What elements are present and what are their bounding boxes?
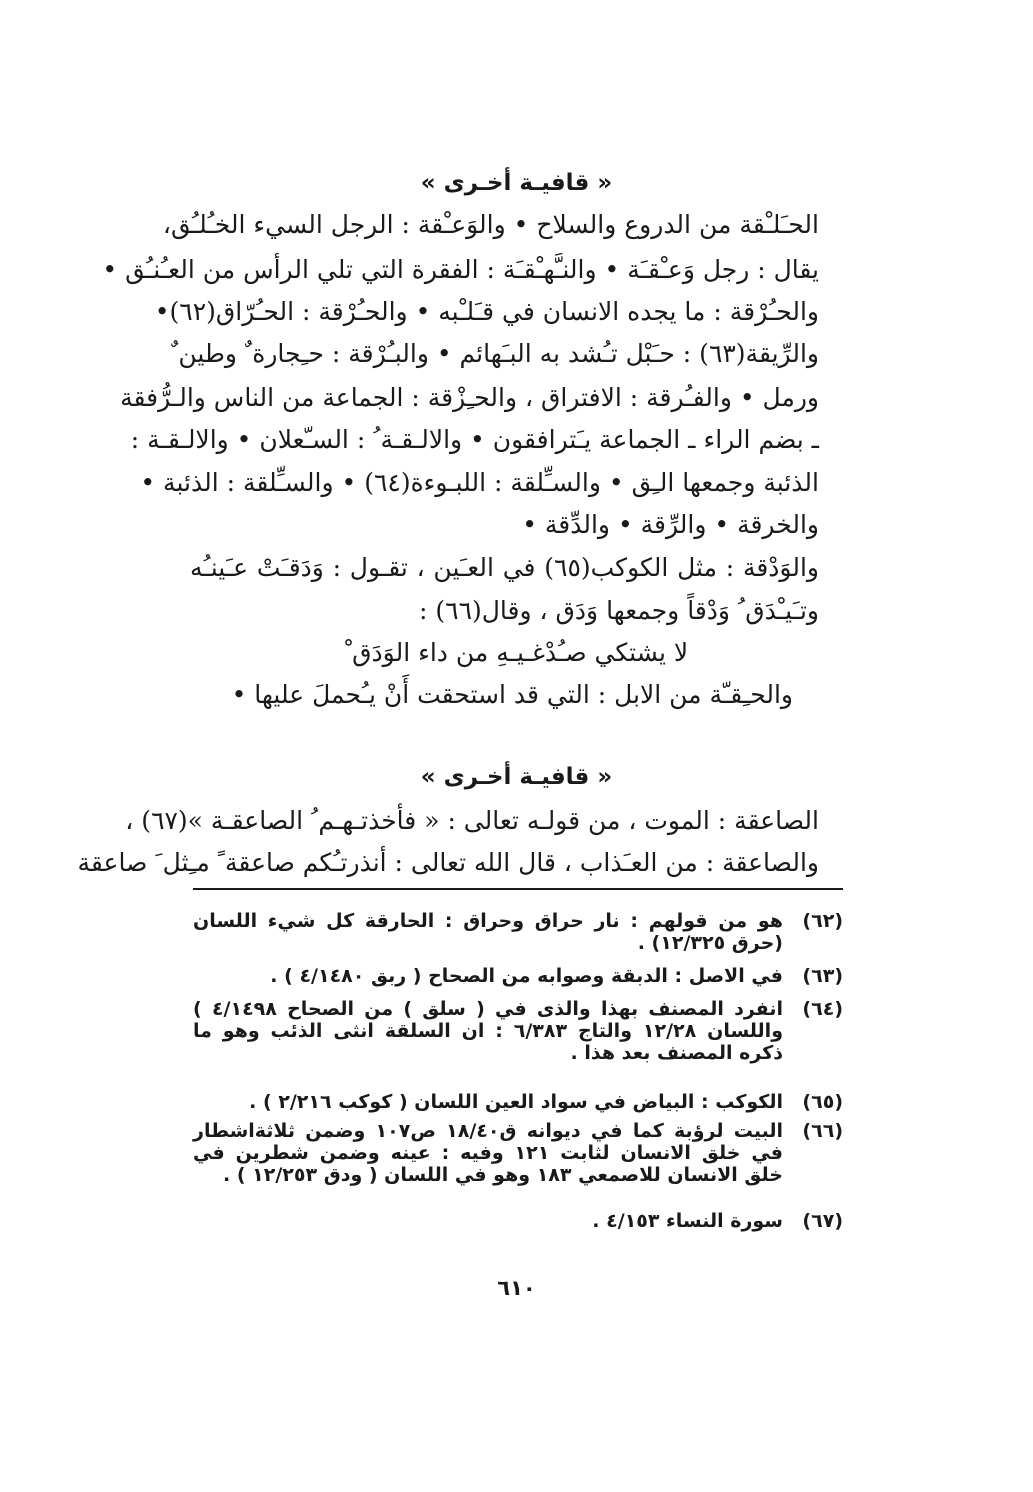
- footnote: [193, 1210, 843, 1234]
- text-line: والخرقة • والرِّقة • والدِّقة •: [522, 510, 819, 539]
- text-line: الحـَلـْقة من الدروع والسلاح • والوَعـْقة : الرجل السيء الخـُلـُق،: [162, 210, 819, 239]
- text-line: والرِّيقة(٦٣) : حـَبْل تـُشد به البـَهائم • والبـُرْقة : حـِجارة ٌ وطين ٌ: [171, 339, 819, 368]
- section-heading: « قافيـة أخـرى »: [420, 170, 613, 196]
- text-line: الصاعقة : الموت ، من قولـه تعالى : « فأخذتـهـم ُ الصاعقـة »(٦٧) ،: [125, 806, 819, 835]
- text-line: وتـَيـْدَق ُ وَدْقاً وجمعها وَدَق ، وقال(٦٦) :: [419, 596, 819, 625]
- footnote-text: سورة النساء ٤/١٥٣ .: [592, 1210, 783, 1232]
- footnote-number: (٦٢): [802, 910, 843, 932]
- footnote-text: انفرد المصنف بهذا والذى في ( سلق ) من الصحاح ٤/١٤٩٨ ) واللسان ١٢/٢٨ والتاج ٦/٣٨٣ : ان السلقة انثى الذئب وهو ما ذكره المصنف بعد هذا .: [193, 998, 784, 1064]
- footnote-divider: [193, 888, 843, 890]
- footnote-text: البيت لرؤبة كما في ديوانه ق١٨/٤٠ ص١٠٧ وضمن ثلاثةاشطار في خلق الانسان لثابت ١٢١ وفيه : عينه وضمن شطرين في خلق الانسان للاصمعي ١٨٣ وهو في اللسان ( ودق ١٢/٢٥٣ ) .: [193, 1120, 783, 1186]
- footnote: [193, 1091, 843, 1115]
- text-line: ـ بضم الراء ـ الجماعة يـَترافقون • والالـقـة ُ : السـّعلان • والالـقـة :: [130, 425, 819, 454]
- text-line: يقال : رجل وَعـْقـَة • والنـَّهـْقـَة : الفقرة التي تلي الرأس من العـُنـُق •: [102, 255, 819, 284]
- text-line: الذئبة وجمعها الـِق • والسـِّلقة : اللبـوءة(٦٤) • والسـِّلقة : الذئبة •: [140, 468, 819, 497]
- footnote: [193, 998, 843, 1084]
- page-number: ٦١٠: [497, 1276, 536, 1300]
- footnote-number: (٦٥): [802, 1091, 843, 1113]
- footnote-number: (٦٧): [802, 1210, 843, 1232]
- footnote-text: الكوكب : البياض في سواد العين اللسان ( كوكب ٢/٢١٦ ) .: [249, 1091, 783, 1113]
- text-line: ورمل • والفـُرقة : الافتراق ، والحـِزْقة : الجماعة من الناس والـرُّفقة: [120, 383, 819, 412]
- footnote-text: هو من قولهم : نار حراق وحراق : الحارقة كل شيء اللسان (حرق ١٢/٣٢٥) .: [193, 910, 783, 954]
- text-line: والحـُرْقة : ما يجده الانسان في قـَلـْبه • والحـُرْقة : الحـُرّاق(٦٢)•: [154, 297, 819, 326]
- poetry-verse: لا يشتكي صـُدْغـيـهِ من داء الوَدَق ْ: [344, 638, 689, 667]
- text-line: والحـِقـّة من الابل : التي قد استحقت أَنْ يـُحملَ عليها •: [231, 680, 793, 709]
- text-line: والصاعقة : من العـَذاب ، قال الله تعالى : أنذرتـُكم صاعقة ً مـِثل َ صاعقة: [77, 848, 819, 877]
- footnote-number: (٦٤): [802, 998, 843, 1020]
- text-line: والوَدْقة : مثل الكوكب(٦٥) في العـَين ، تقـول : وَدَقـَتْ عـَينـُه: [190, 553, 819, 582]
- footnote-number: (٦٣): [802, 965, 843, 987]
- footnote: [193, 1120, 843, 1206]
- footnote-number: (٦٦): [802, 1120, 843, 1142]
- footnote-text: في الاصل : الدبقة وصوابه من الصحاح ( ربق ٤/١٤٨٠ ) .: [270, 965, 783, 987]
- footnote: [193, 965, 843, 989]
- footnote: [193, 910, 843, 958]
- section-heading: « قافيـة أخـرى »: [420, 764, 613, 790]
